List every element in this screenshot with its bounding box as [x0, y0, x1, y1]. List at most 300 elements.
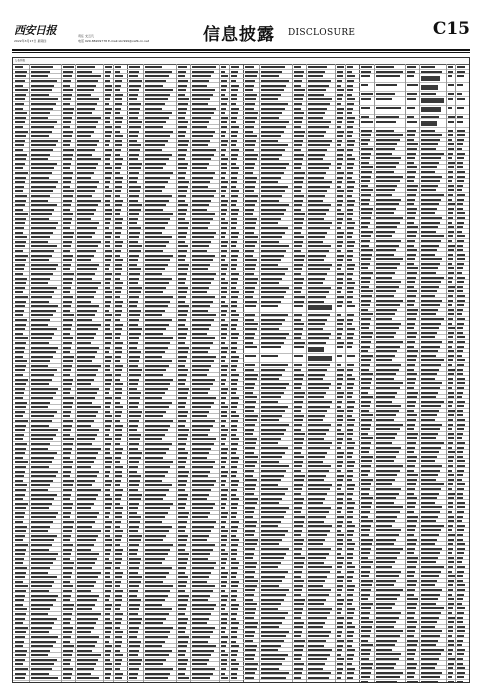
table-cell: [457, 309, 463, 311]
table-cell: [105, 627, 112, 629]
table-cell: [421, 199, 442, 201]
column-divider: [113, 64, 114, 682]
table-cell: [361, 157, 370, 159]
table-cell: [361, 208, 373, 210]
table-cell: [221, 673, 225, 675]
table-cell: [145, 539, 163, 541]
table-cell: [31, 108, 53, 110]
table-cell: [63, 544, 73, 546]
table-cell: [294, 488, 302, 490]
table-cell: [129, 452, 142, 454]
table-cell: [376, 506, 402, 508]
table-cell: [347, 291, 354, 293]
table-cell: [407, 607, 415, 609]
table-cell: [245, 287, 255, 289]
table-cell: [31, 259, 49, 261]
table-cell: [115, 544, 120, 546]
table-cell: [261, 264, 278, 266]
table-cell: [63, 595, 71, 597]
table-cell: [77, 209, 96, 211]
table-cell: [15, 494, 25, 496]
table-cell: [407, 451, 413, 453]
table-cell: [105, 438, 112, 440]
table-cell: [192, 673, 213, 675]
table-cell: [407, 249, 417, 251]
table-cell: [221, 305, 228, 307]
table-cell: [192, 498, 207, 500]
table-cell: [178, 112, 186, 114]
table-cell: [294, 511, 301, 513]
table-cell: [448, 281, 453, 283]
table-cell: [457, 286, 463, 288]
table-cell: [308, 347, 324, 352]
table-cell: [347, 135, 352, 137]
table-cell: [245, 640, 253, 642]
table-cell: [115, 668, 120, 670]
table-cell: [178, 659, 189, 661]
table-cell: [457, 130, 465, 132]
table-cell: [448, 437, 454, 439]
table-cell: [337, 415, 344, 417]
table-cell: [376, 456, 396, 458]
table-cell: [457, 277, 465, 279]
table-cell: [361, 571, 370, 573]
table-cell: [448, 543, 454, 545]
table-cell: [337, 452, 344, 454]
table-cell: [178, 604, 187, 606]
table-cell: [231, 218, 238, 220]
table-cell: [77, 328, 98, 330]
table-cell: [129, 305, 137, 307]
table-cell: [129, 654, 137, 656]
table-cell: [145, 457, 163, 459]
table-cell: [347, 236, 352, 238]
table-cell: [261, 305, 278, 307]
table-cell: [261, 392, 283, 394]
table-cell: [457, 359, 465, 361]
table-cell: [115, 278, 120, 280]
table-cell: [457, 640, 463, 642]
table-cell: [178, 388, 189, 390]
table-cell: [361, 336, 372, 338]
table-cell: [421, 249, 437, 251]
table-cell: [308, 158, 323, 160]
table-cell: [245, 383, 255, 385]
table-cell: [376, 626, 393, 628]
table-cell: [192, 209, 207, 211]
table-cell: [221, 264, 228, 266]
table-cell: [77, 126, 96, 128]
table-cell: [63, 264, 71, 266]
table-cell: [115, 342, 123, 344]
table-cell: [15, 503, 28, 505]
table-cell: [337, 172, 344, 174]
table-cell: [308, 543, 323, 545]
table-cell: [178, 452, 189, 454]
table-cell: [361, 575, 369, 577]
table-cell: [376, 226, 397, 228]
table-cell: [261, 608, 278, 610]
table-cell: [261, 594, 286, 596]
table-cell: [77, 484, 92, 486]
table-cell: [376, 529, 401, 531]
table-cell: [421, 180, 440, 182]
table-cell: [361, 405, 370, 407]
table-cell: [178, 291, 187, 293]
table-cell: [192, 347, 210, 349]
table-cell: [261, 488, 287, 490]
table-cell: [178, 351, 188, 353]
table-cell: [63, 108, 74, 110]
table-cell: [407, 548, 415, 550]
table-cell: [192, 167, 207, 169]
table-cell: [192, 383, 213, 385]
table-cell: [347, 401, 355, 403]
table-cell: [105, 471, 110, 473]
table-cell: [221, 526, 226, 528]
table-cell: [245, 534, 253, 536]
table-cell: [105, 443, 111, 445]
table-cell: [245, 456, 258, 458]
table-cell: [145, 576, 166, 578]
table-cell: [308, 204, 331, 206]
table-cell: [407, 456, 417, 458]
table-cell: [105, 535, 110, 537]
table-cell: [145, 636, 167, 638]
table-cell: [308, 245, 331, 247]
table-cell: [308, 429, 329, 431]
table-cell: [178, 177, 185, 179]
table-cell: [421, 447, 442, 449]
table-cell: [457, 240, 464, 242]
table-cell: [448, 396, 454, 398]
table-cell: [421, 258, 443, 260]
table-cell: [221, 190, 227, 192]
table-cell: [261, 296, 283, 298]
table-cell: [77, 663, 96, 665]
table-cell: [347, 603, 352, 605]
table-cell: [261, 442, 278, 444]
table-cell: [308, 626, 323, 628]
table-row: [359, 97, 469, 106]
table-cell: [448, 387, 452, 389]
table-cell: [63, 328, 71, 330]
table-cell: [192, 544, 215, 546]
table-cell: [245, 278, 258, 280]
table-cell: [129, 613, 137, 615]
table-cell: [115, 581, 121, 583]
table-cell: [77, 526, 92, 528]
table-cell: [361, 364, 370, 366]
table-cell: [31, 406, 48, 408]
table-cell: [15, 581, 23, 583]
table-cell: [448, 460, 454, 462]
table-cell: [145, 663, 163, 665]
table-cell: [192, 654, 211, 656]
table-cell: [31, 562, 53, 564]
table-cell: [192, 305, 210, 307]
table-cell: [178, 278, 186, 280]
table-cell: [77, 66, 95, 68]
table-cell: [407, 387, 414, 389]
table-cell: [15, 663, 23, 665]
table-cell: [231, 264, 237, 266]
table-cell: [457, 667, 465, 669]
table-cell: [31, 457, 54, 459]
table-cell: [376, 575, 398, 577]
table-cell: [376, 217, 402, 219]
table-cell: [245, 663, 258, 665]
table-cell: [245, 521, 257, 523]
table-cell: [361, 414, 373, 416]
table-cell: [361, 607, 371, 609]
table-cell: [129, 314, 140, 316]
table-cell: [192, 328, 209, 330]
table-cell: [308, 525, 332, 527]
table-cell: [407, 290, 417, 292]
table-cell: [407, 162, 413, 164]
table-cell: [105, 222, 110, 224]
table-cell: [457, 387, 463, 389]
table-cell: [221, 507, 225, 509]
table-cell: [376, 189, 395, 191]
table-cell: [105, 425, 111, 427]
table-cell: [15, 167, 23, 169]
table-cell: [376, 548, 402, 550]
table-cell: [77, 585, 94, 587]
table-cell: [347, 245, 355, 247]
table-cell: [15, 356, 23, 358]
table-cell: [178, 668, 186, 670]
table-cell: [77, 204, 98, 206]
table-cell: [407, 635, 414, 637]
table-cell: [261, 521, 281, 523]
table-cell: [63, 553, 71, 555]
table-cell: [105, 103, 109, 105]
table-cell: [31, 397, 53, 399]
table-cell: [221, 627, 226, 629]
table-cell: [77, 245, 98, 247]
table-cell: [407, 75, 414, 77]
table-cell: [231, 356, 239, 358]
table-cell: [105, 236, 111, 238]
table-cell: [221, 181, 228, 183]
table-cell: [448, 194, 453, 196]
table-cell: [308, 511, 329, 513]
table-cell: [15, 310, 24, 312]
table-cell: [294, 245, 302, 247]
table-cell: [231, 342, 238, 344]
table-cell: [63, 576, 71, 578]
table-cell: [407, 653, 414, 655]
table-cell: [294, 346, 304, 348]
table-cell: [115, 117, 123, 119]
table-cell: [337, 71, 344, 73]
table-cell: [347, 461, 355, 463]
table-cell: [294, 121, 302, 123]
table-cell: [178, 131, 186, 133]
table-cell: [192, 71, 214, 73]
table-cell: [31, 273, 53, 275]
table-cell: [376, 447, 401, 449]
table-cell: [448, 635, 452, 637]
table-cell: [245, 617, 253, 619]
table-cell: [337, 488, 342, 490]
table-cell: [421, 313, 436, 315]
table-cell: [231, 650, 238, 652]
table-cell: [347, 222, 355, 224]
table-cell: [457, 451, 463, 453]
table-cell: [407, 267, 418, 269]
table-cell: [407, 552, 414, 554]
table-cell: [407, 483, 415, 485]
table-cell: [421, 548, 443, 550]
table-cell: [361, 341, 371, 343]
table-cell: [261, 287, 289, 289]
table-cell: [294, 557, 305, 559]
table-cell: [294, 259, 304, 261]
table-cell: [31, 121, 57, 123]
table-cell: [192, 585, 215, 587]
table-cell: [308, 337, 329, 339]
table-cell: [192, 539, 207, 541]
table-cell: [192, 250, 207, 252]
table-cell: [245, 241, 257, 243]
table-cell: [245, 98, 256, 100]
table-cell: [448, 557, 455, 559]
table-cell: [457, 543, 465, 545]
table-cell: [245, 599, 253, 601]
table-cell: [178, 172, 186, 174]
table-cell: [245, 442, 256, 444]
table-cell: [178, 471, 189, 473]
table-cell: [261, 172, 283, 174]
table-cell: [221, 177, 225, 179]
table-cell: [221, 466, 225, 468]
table-cell: [77, 572, 101, 574]
table-row: [243, 354, 359, 363]
table-cell: [63, 287, 71, 289]
table-cell: [145, 140, 167, 142]
table-cell: [63, 466, 72, 468]
table-cell: [261, 232, 285, 234]
table-cell: [145, 227, 165, 229]
table-cell: [421, 529, 442, 531]
table-cell: [31, 154, 50, 156]
table-cell: [407, 566, 415, 568]
table-cell: [347, 181, 355, 183]
table-cell: [15, 535, 25, 537]
table-cell: [245, 548, 255, 550]
table-cell: [145, 108, 162, 110]
table-cell: [261, 255, 283, 257]
table-cell: [407, 277, 415, 279]
table-cell: [145, 494, 166, 496]
table-cell: [421, 644, 436, 646]
table-cell: [231, 255, 239, 257]
table-cell: [129, 121, 142, 123]
table-cell: [308, 594, 329, 596]
table-cell: [221, 599, 227, 601]
table-cell: [261, 378, 279, 380]
table-cell: [145, 66, 162, 68]
table-cell: [63, 585, 73, 587]
table-cell: [105, 622, 112, 624]
table-cell: [115, 218, 123, 220]
table-cell: [178, 158, 185, 160]
table-cell: [77, 673, 91, 675]
table-cell: [231, 204, 236, 206]
table-cell: [337, 622, 344, 624]
table-cell: [31, 572, 48, 574]
table-cell: [337, 305, 343, 307]
table-cell: [115, 406, 123, 408]
table-cell: [376, 410, 398, 412]
table-cell: [376, 323, 401, 325]
table-cell: [337, 626, 343, 628]
table-cell: [129, 131, 139, 133]
table-cell: [31, 181, 58, 183]
table-cell: [105, 572, 110, 574]
table-cell: [31, 241, 48, 243]
table-cell: [31, 296, 52, 298]
table-cell: [361, 465, 371, 467]
table-cell: [145, 264, 167, 266]
table-cell: [31, 314, 53, 316]
table-cell: [192, 117, 211, 119]
table-cell: [448, 575, 455, 577]
table-cell: [361, 630, 371, 632]
table-cell: [421, 295, 435, 297]
table-cell: [261, 190, 285, 192]
table-cell: [407, 557, 418, 559]
table-cell: [448, 258, 453, 260]
table-cell: [77, 576, 98, 578]
table-cell: [294, 539, 305, 541]
table-cell: [178, 379, 186, 381]
table-cell: [448, 341, 453, 343]
table-cell: [145, 342, 170, 344]
table-cell: [376, 300, 402, 302]
table-cell: [308, 342, 326, 344]
table-cell: [308, 502, 323, 504]
table-cell: [448, 626, 454, 628]
table-cell: [347, 369, 353, 371]
table-cell: [308, 222, 332, 224]
table-cell: [231, 567, 238, 569]
table-cell: [407, 166, 417, 168]
table-cell: [308, 571, 330, 573]
table-cell: [231, 383, 238, 385]
table-cell: [347, 553, 354, 555]
table-cell: [77, 121, 98, 123]
table-cell: [337, 470, 341, 472]
table-cell: [145, 117, 169, 119]
table-cell: [261, 433, 283, 435]
table-cell: [421, 359, 444, 361]
table-cell: [421, 460, 435, 462]
table-cell: [407, 520, 416, 522]
table-cell: [407, 424, 415, 426]
table-cell: [31, 66, 53, 68]
table-cell: [15, 250, 23, 252]
table-cell: [347, 314, 354, 316]
table-cell: [129, 172, 139, 174]
table-cell: [347, 172, 353, 174]
table-cell: [115, 163, 122, 165]
table-cell: [376, 433, 397, 435]
table-cell: [129, 420, 139, 422]
